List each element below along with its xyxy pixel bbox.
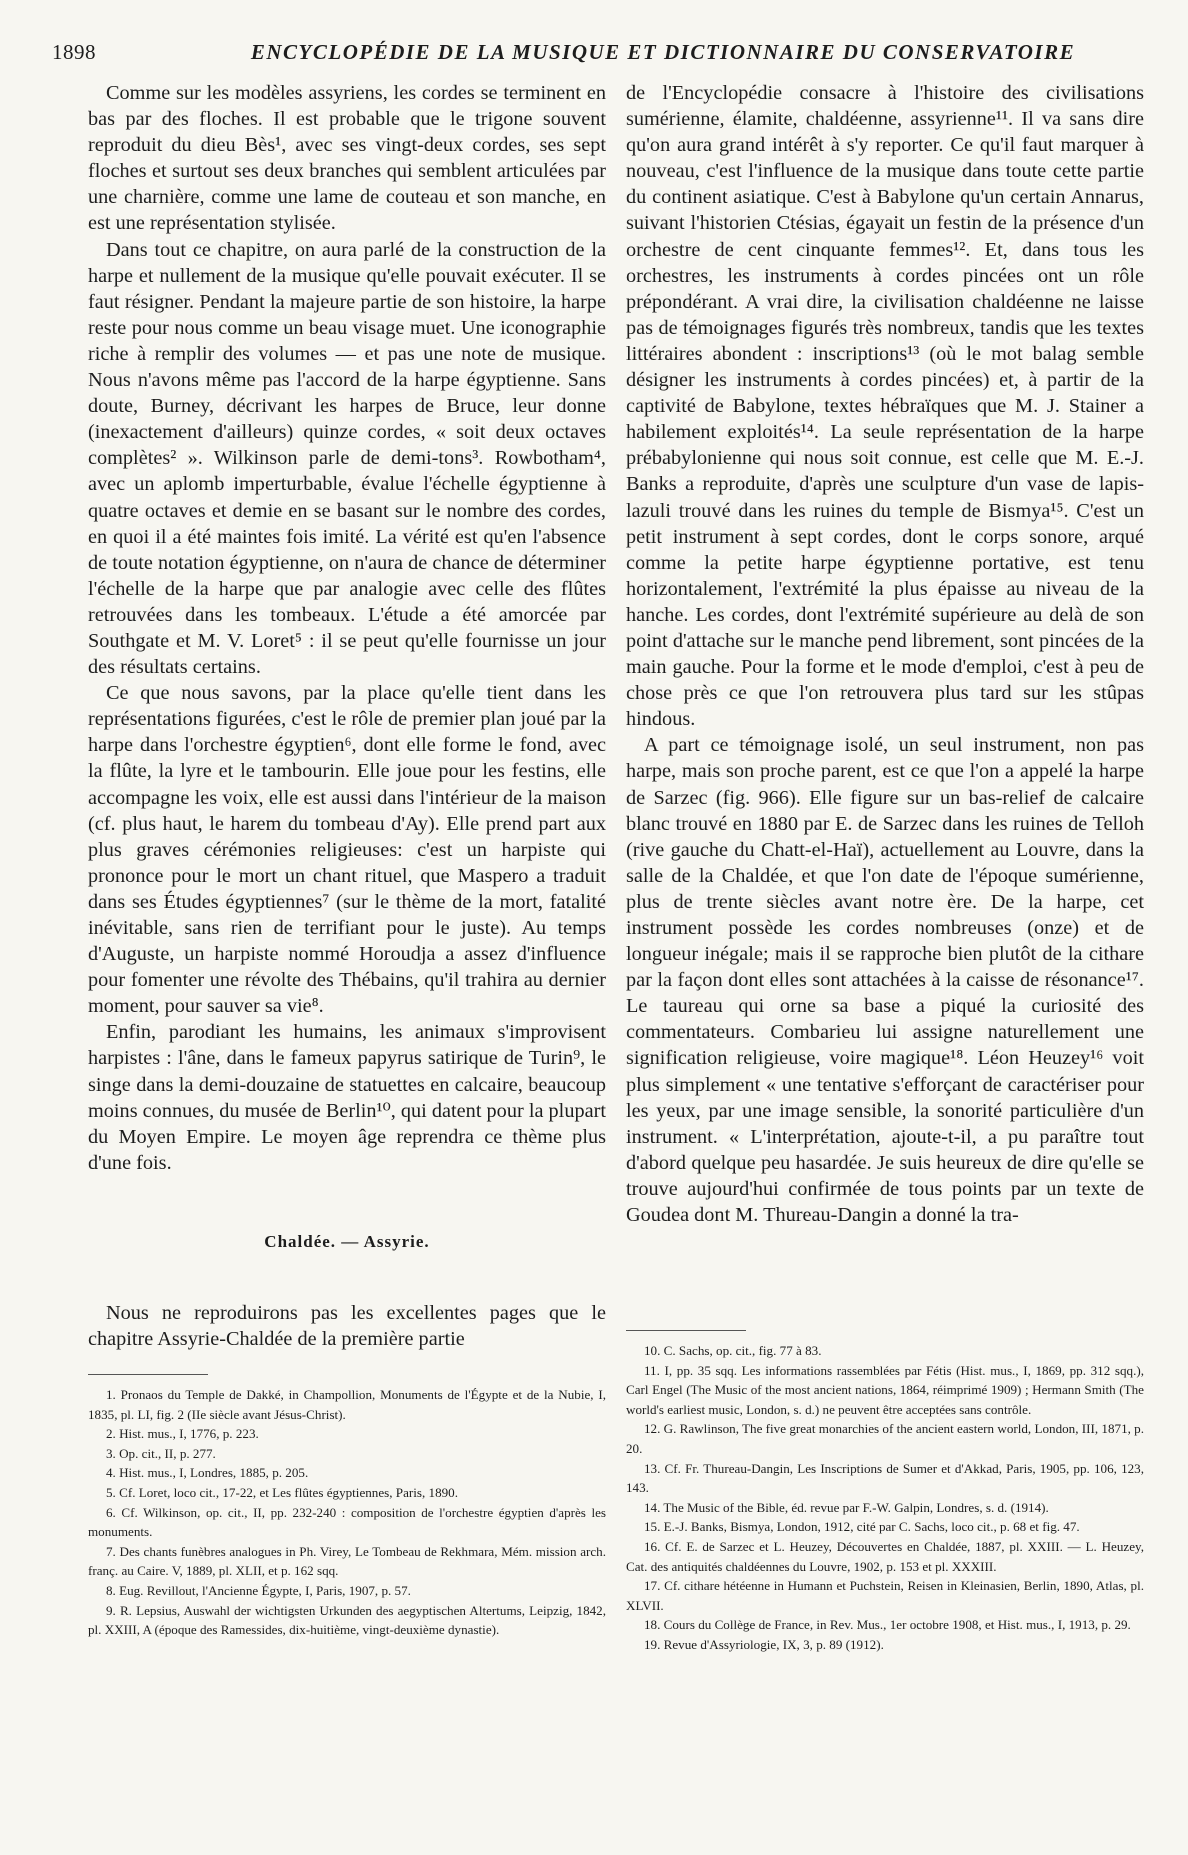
paragraph: Comme sur les modèles assyriens, les cordes se terminent en bas par des floches. Il est probable que le trigone souvent reproduit du dieu Bès¹, avec ses vingt-deux cordes, ses sept floches et surtout ses deux branches qui semblent articulées par une charnière, comme une lame de couteau et son manche, en est une représentation stylisée. [88,82,606,235]
footnote: 19. Revue d'Assyriologie, IX, 3, p. 89 (1912). [644,1636,884,1652]
footnote: 4. Hist. mus., I, Londres, 1885, p. 205. [106,1465,309,1481]
footnote-rule [626,1330,746,1331]
footnote: 16. Cf. E. de Sarzec et L. Heuzey, Découvertes en Chaldée, 1887, pl. XXIII. — L. Heuzey, Cat. des antiquités chaldéennes du Louvre, 1902, p. 153 et pl. XXXIII. [626,1538,1144,1574]
footnote: 6. Cf. Wilkinson, op. cit., II, pp. 232-240 : composition de l'orchestre égyptien d'après les monuments. [88,1504,606,1540]
footnote: 5. Cf. Loret, loco cit., 17-22, et Les flûtes égyptiennes, Paris, 1890. [106,1484,459,1500]
footnote: 10. C. Sachs, op. cit., fig. 77 à 83. [644,1343,822,1358]
right-column [626,80,1144,1228]
page-header [52,38,1134,68]
footnotes-right [626,1330,1144,1655]
paragraph: de l'Encyclopédie consacre à l'histoire des civilisations sumérienne, élamite, chaldéenne, assyrienne¹¹. Il va sans dire qu'on aura grand intérêt à s'y reporter. Ce qu'il faut marquer à nouveau, c'est l'influence de la musique dans toute cette partie du continent asiatique. C'est à Babylone qu'un certain Annarus, suivant l'historien Ctésias, égayait un festin de la présence d'un orchestre de cent cinquante femmes¹². Et, dans tous les orchestres, les instruments à cordes pincées ont un rôle prépondérant. A vrai dire, la civilisation chaldéenne ne laisse pas de témoignages figurés très nombreux, tandis que les textes littéraires abondent : inscriptions¹³ (où le mot balag semble désigner les instruments à cordes pincées) et, à partir de la captivité de Babylone, textes hébraïques que M. J. Stainer a habilement exploités¹⁴. La seule représentation de la harpe prébabylonienne qui nous soit connue, est celle que M. E.-J. Banks a reproduite, d'après une sculpture d'un vase de lapis-lazuli trouvé dans les ruines du temple de Bismya¹⁵. C'est un petit instrument à sept cordes, dont le corps sonore, arqué comme la petite harpe égyptienne portative, est tenu horizontalement, l'extrémité la plus épaisse au niveau de la hanche. Les cordes, dont l'extrémité supérieure au delà de son point d'attache sur le manche pend librement, sont pincées de la main gauche. Pour la forme et le mode d'emploi, c'est à peu de chose près ce que l'on retrouvera plus tard sur les stûpas hindous. [626,82,1144,731]
footnote: 7. Des chants funèbres analogues in Ph. Virey, Le Tombeau de Rekhmara, Mém. mission arch. franç. au Caire. V, 1889, pl. XLII, et p. 162 sqq. [88,1543,606,1579]
footnote: 17. Cf. cithare hétéenne in Humann et Puchstein, Reisen in Kleinasien, Berlin, 1890, Atlas, pl. XLVII. [626,1578,1144,1613]
footnote: 15. E.-J. Banks, Bismya, London, 1912, cité par C. Sachs, loco cit., p. 68 et fig. 47. [644,1519,1080,1535]
section-heading: Chaldée. — Assyrie. [264,1231,430,1251]
page-number: 1898 [52,40,96,64]
footnotes-left [88,1374,606,1640]
footnote: 11. I, pp. 35 sqq. Les informations rassemblées par Fétis (Hist. mus., I, 1869, pp. 312 sqq.), Carl Engel (The Music of the most ancient nations, 1864, réimprimé 1909) ; Hermann Smith (The world's earliest music, London, s. d.) ne peuvent être acceptées sans contrôle. [626,1362,1144,1417]
left-column [88,80,606,1352]
footnote: 12. G. Rawlinson, The five great monarchies of the ancient eastern world, London, III, 1871, p. 20. [626,1421,1144,1456]
paragraph: Nous ne reproduirons pas les excellentes pages que le chapitre Assyrie-Chaldée de la première partie [88,1301,606,1351]
footnote: 2. Hist. mus., I, 1776, p. 223. [106,1426,259,1442]
footnote-rule [88,1374,208,1375]
footnote: 1. Pronaos du Temple de Dakké, in Champollion, Monuments de l'Égypte et de la Nubie, I, 1835, pl. LI, fig. 2 (IIe siècle avant Jésus-Christ). [88,1387,606,1422]
footnote: 8. Eug. Revillout, l'Ancienne Égypte, I, Paris, 1907, p. 57. [106,1582,411,1598]
footnote: 3. Op. cit., II, p. 277. [106,1445,216,1461]
paragraph: Ce que nous savons, par la place qu'elle tient dans les représentations figurées, c'est le rôle de premier plan joué par la harpe dans l'orchestre égyptien⁶, dont elle forme le fond, avec la flûte, la lyre et le tambourin. Elle joue pour les festins, elle accompagne les voix, elle est aussi dans l'intérieur de la maison (cf. plus haut, le harem du tombeau d'Ay). Elle prend part aux plus graves cérémonies religieuses: c'est un harpiste qui prononce pour le mort un chant rituel, que Maspero a traduit dans ses Études égyptiennes⁷ (sur le thème de la mort, fatalité inévitable, sans rien de terrifiant pour le juste). Au temps d'Auguste, un harpiste nommé Horoudja a assez d'influence pour fomenter une révolte des Thébains, qu'il trahira au dernier moment, pour sauver sa vie⁸. [88,682,606,1018]
footnote: 18. Cours du Collège de France, in Rev. Mus., 1er octobre 1908, et Hist. mus., I, 1913, p. 29. [644,1617,1131,1633]
paragraph: Enfin, parodiant les humains, les animaux s'improvisent harpistes : l'âne, dans le fameux papyrus satirique de Turin⁹, le singe dans la demi-douzaine de statuettes en calcaire, beaucoup moins connues, du musée de Berlin¹⁰, qui datent pour la plupart du Moyen Empire. Le moyen âge reprendra ce thème plus d'une fois. [88,1021,606,1174]
running-title: ENCYCLOPÉDIE DE LA MUSIQUE ET DICTIONNAIRE DU CONSERVATOIRE [250,40,1076,64]
footnote: 14. The Music of the Bible, éd. revue par F.-W. Galpin, Londres, s. d. (1914). [644,1499,1049,1515]
footnote: 13. Cf. Fr. Thureau-Dangin, Les Inscriptions de Sumer et d'Akkad, Paris, 1905, pp. 106, 123, 143. [626,1460,1144,1496]
paragraph: A part ce témoignage isolé, un seul instrument, non pas harpe, mais son proche parent, est ce que l'on a appelé la harpe de Sarzec (fig. 966). Elle figure sur un bas-relief de calcaire blanc trouvé en 1880 par E. de Sarzec dans les ruines de Telloh (rive gauche du Chatt-el-Haï), actuellement au Louvre, dans la salle de la Chaldée, et que l'on date de l'époque sumérienne, plus de trente siècles avant notre ère. De la harpe, cet instrument possède les cordes nombreuses (onze) et de longueur inégale; mais il se rapproche bien plutôt de la cithare par la façon dont elles sont attachées à la caisse de résonance¹⁷. Le taureau qui orne sa base a piqué la curiosité des commentateurs. Combarieu lui assigne naturellement une signification religieuse, voire magique¹⁸. Léon Heuzey¹⁶ voit plus simplement « une tentative s'efforçant de caractériser pour les yeux, par une image sensible, la sonorité particulière d'un instrument. « L'interprétation, ajoute-t-il, a pu paraître tout d'abord quelque peu hasardée. Je suis heureux de dire qu'elle se trouve aujourd'hui confirmée de tous points par un texte de Goudea dont M. Thureau-Dangin a donné la tra- [626,734,1144,1227]
paragraph: Dans tout ce chapitre, on aura parlé de la construction de la harpe et nullement de la musique qu'elle pouvait exécuter. Il se faut résigner. Pendant la majeure partie de son histoire, la harpe reste pour nous comme un beau visage muet. Une iconographie riche à remplir des volumes — et pas une note de musique. Nous n'avons même pas l'accord de la harpe égyptienne. Sans doute, Burney, décrivant les harpes de Bruce, leur donne (inexactement d'ailleurs) quinze cordes, « soit deux octaves complètes² ». Wilkinson parle de demi-tons³. Rowbotham⁴, avec un aplomb imperturbable, évalue l'échelle égyptienne à quatre octaves et demie en se basant sur le nombre des cordes, en quoi il a été maintes fois imité. La vérité est qu'en l'absence de toute notation égyptienne, on n'aura de chance de déterminer l'échelle de la harpe que par analogie avec celle des flûtes retrouvées dans les tombeaux. L'étude a été amorcée par Southgate et M. V. Loret⁵ : il se peut qu'elle fournisse un jour des résultats certains. [88,238,606,679]
footnote: 9. R. Lepsius, Auswahl der wichtigsten Urkunden des aegyptischen Altertums, Leipzig, 1842, pl. XXIII, A (époque des Ramessides, dix-huitième, vingt-deuxième dynastie). [88,1602,606,1638]
